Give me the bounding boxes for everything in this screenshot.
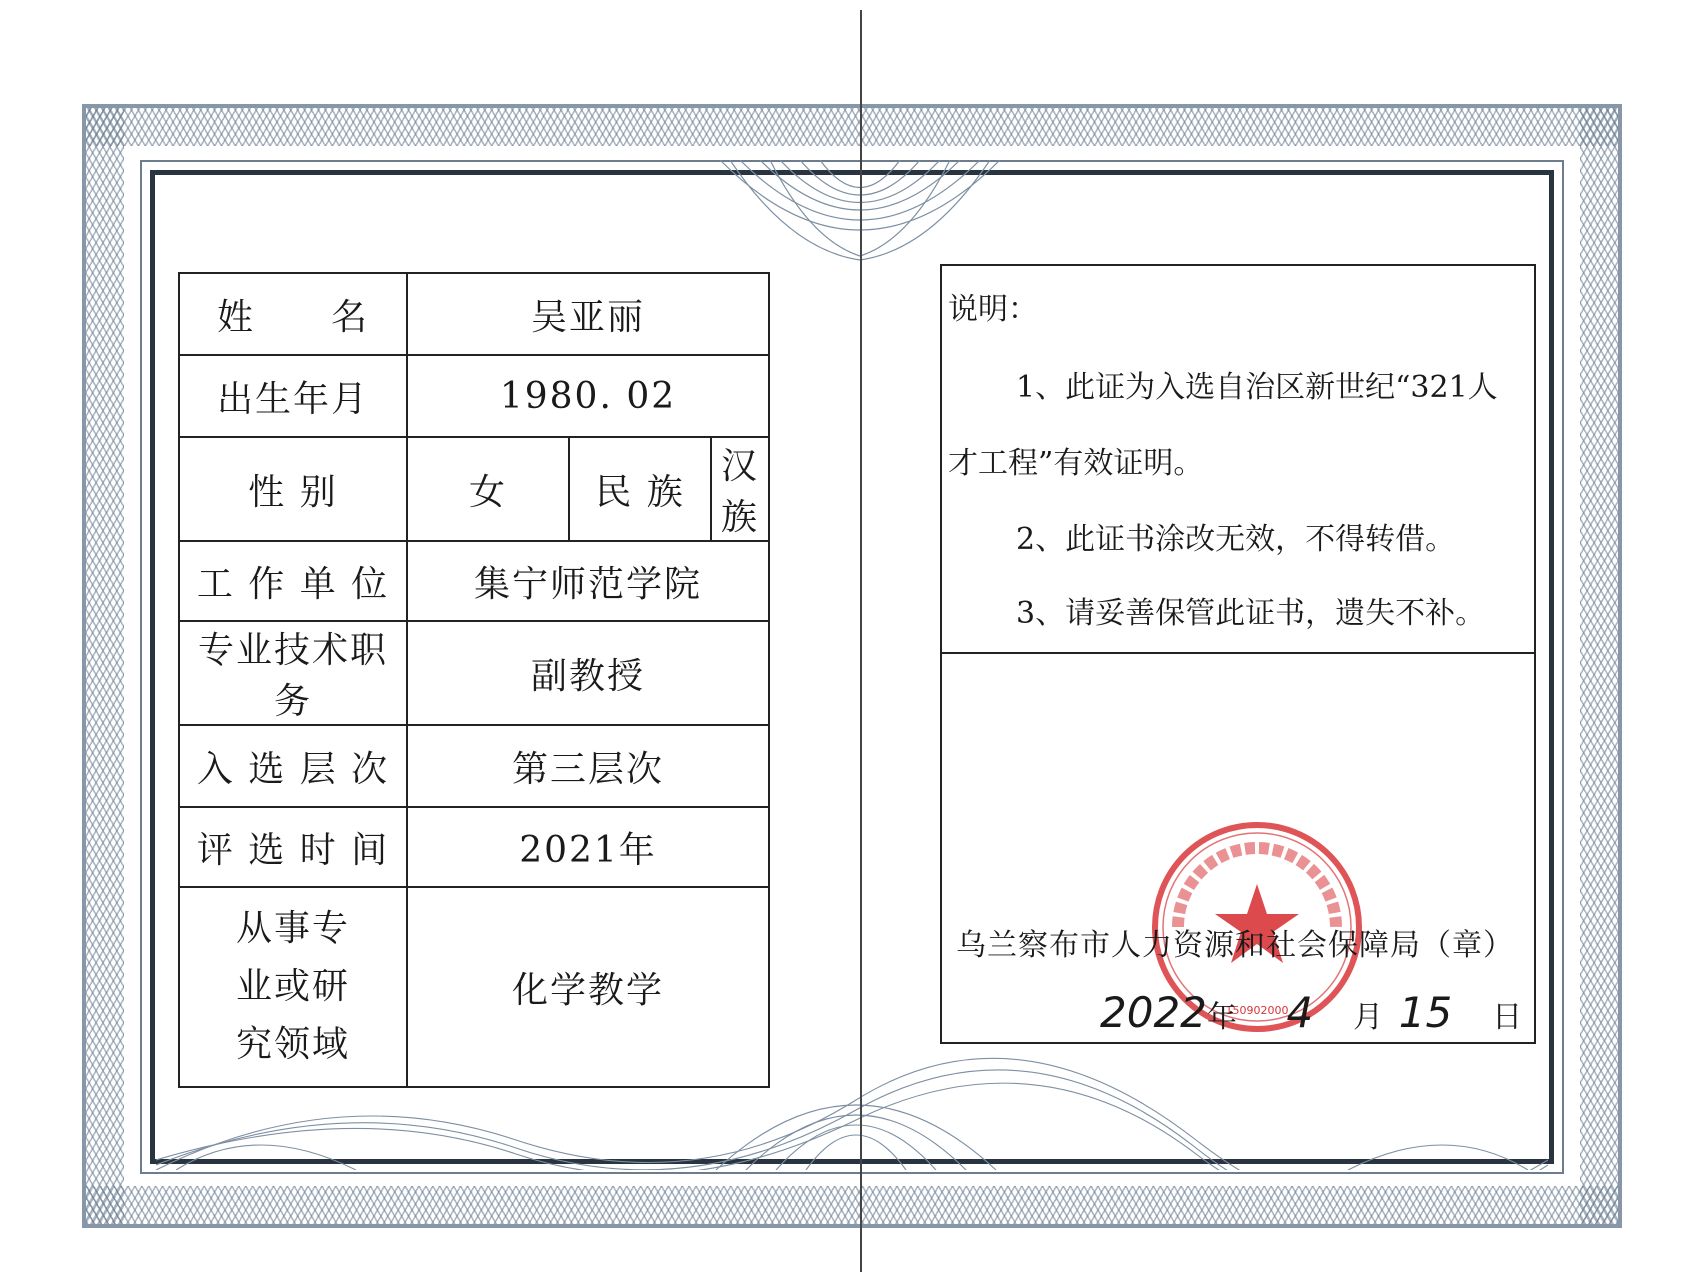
fold-line <box>860 10 862 1272</box>
birth-label: 出生年月 <box>179 355 407 437</box>
title-label: 专业技术职务 <box>179 621 407 725</box>
table-row <box>179 355 769 437</box>
gender-value: 女 <box>407 437 569 541</box>
date-year-char: 年 <box>1206 1000 1237 1035</box>
field-label-line-2: 业或研 <box>235 966 350 1007</box>
note-3: 3、请妥善保管此证书，遗失不补。 <box>1016 596 1486 631</box>
workplace-value: 集宁师范学院 <box>407 541 769 621</box>
name-label: 姓 名 <box>179 273 407 355</box>
table-row <box>179 725 769 807</box>
table-row <box>179 621 769 725</box>
table-row <box>179 807 769 887</box>
date-month: 4 <box>1286 988 1314 1037</box>
field-label <box>179 887 407 1087</box>
time-label: 评 选 时 间 <box>179 807 407 887</box>
gender-label: 性 别 <box>179 437 407 541</box>
workplace-label: 工 作 单 位 <box>179 541 407 621</box>
level-label: 入 选 层 次 <box>179 725 407 807</box>
info-table <box>178 272 770 1088</box>
table-row <box>179 541 769 621</box>
table-row <box>179 437 769 541</box>
table-row <box>179 887 769 1087</box>
birth-value: 1980. 02 <box>407 355 769 437</box>
name-value: 吴亚丽 <box>407 273 769 355</box>
ethnicity-label: 民 族 <box>569 437 711 541</box>
notes-title: 说明： <box>948 292 1038 327</box>
issuer-name: 乌兰察布市人力资源和社会保障局（章） <box>956 928 1514 963</box>
note-2: 2、此证书涂改无效，不得转借。 <box>1016 522 1456 557</box>
note-1-line-2: 才工程”有效证明。 <box>948 446 1204 481</box>
time-value: 2021年 <box>407 807 769 887</box>
date-year: 2022 <box>1100 988 1207 1037</box>
ethnicity-value: 汉族 <box>711 437 769 541</box>
seal-number: 150902000 <box>1225 1004 1289 1017</box>
issue-date <box>1100 988 1522 1037</box>
date-day-char: 日 <box>1492 1000 1523 1035</box>
field-label-line-3: 究领域 <box>235 1024 350 1065</box>
table-row <box>179 273 769 355</box>
date-month-char: 月 <box>1353 1000 1384 1035</box>
date-day: 15 <box>1398 988 1453 1037</box>
field-label-line-1: 从事专 <box>235 908 350 949</box>
level-value: 第三层次 <box>407 725 769 807</box>
field-value: 化学教学 <box>407 887 769 1087</box>
title-value: 副教授 <box>407 621 769 725</box>
note-1-line-1: 1、此证为入选自治区新世纪“321人 <box>1016 370 1498 405</box>
